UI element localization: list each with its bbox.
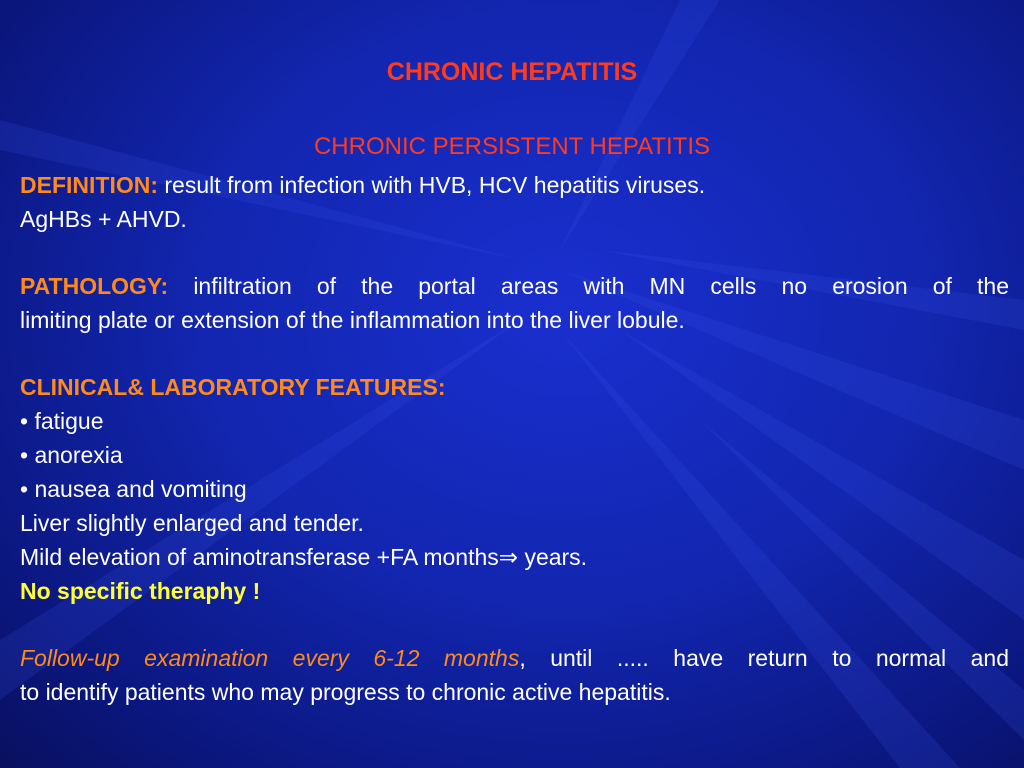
definition-label: DEFINITION: [20,172,158,198]
pathology-text: infiltration of the portal areas with MN cells no erosion of the [168,273,1009,299]
pathology-line-2: limiting plate or extension of the inflammation into the liver lobule. [20,307,685,333]
spacer [20,337,1009,370]
pathology-line-1 [20,269,1009,303]
therapy-line: No specific theraphy ! [20,578,261,604]
slide-title: CHRONIC HEPATITIS [386,58,638,86]
liver-line: Liver slightly enlarged and tender. [20,510,364,536]
bullet-item: • anorexia [20,442,123,468]
bullet-item: • fatigue [20,408,104,434]
bullet-item: • nausea and vomiting [20,476,247,502]
elevation-line: Mild elevation of aminotransferase +FA months⇒ years. [20,544,588,570]
definition-line [20,168,1009,202]
pathology-label: PATHOLOGY: [20,273,169,299]
slide-body [20,168,1009,709]
followup-line-1 [20,641,1009,675]
spacer [20,608,1009,641]
spacer [20,236,1009,269]
slide-subtitle: CHRONIC PERSISTENT HEPATITIS [313,133,711,160]
definition-text: result from infection with HVB, HCV hepatitis viruses. [158,172,706,198]
followup-line-2: to identify patients who may progress to chronic active hepatitis. [20,679,671,705]
followup-italic: Follow-up examination every 6-12 months [20,645,520,671]
clinical-heading: CLINICAL& LABORATORY FEATURES: [20,374,446,400]
antigen-line: AgHBs + AHVD. [20,206,187,232]
followup-rest: , until ..... have return to normal and [519,645,1009,671]
